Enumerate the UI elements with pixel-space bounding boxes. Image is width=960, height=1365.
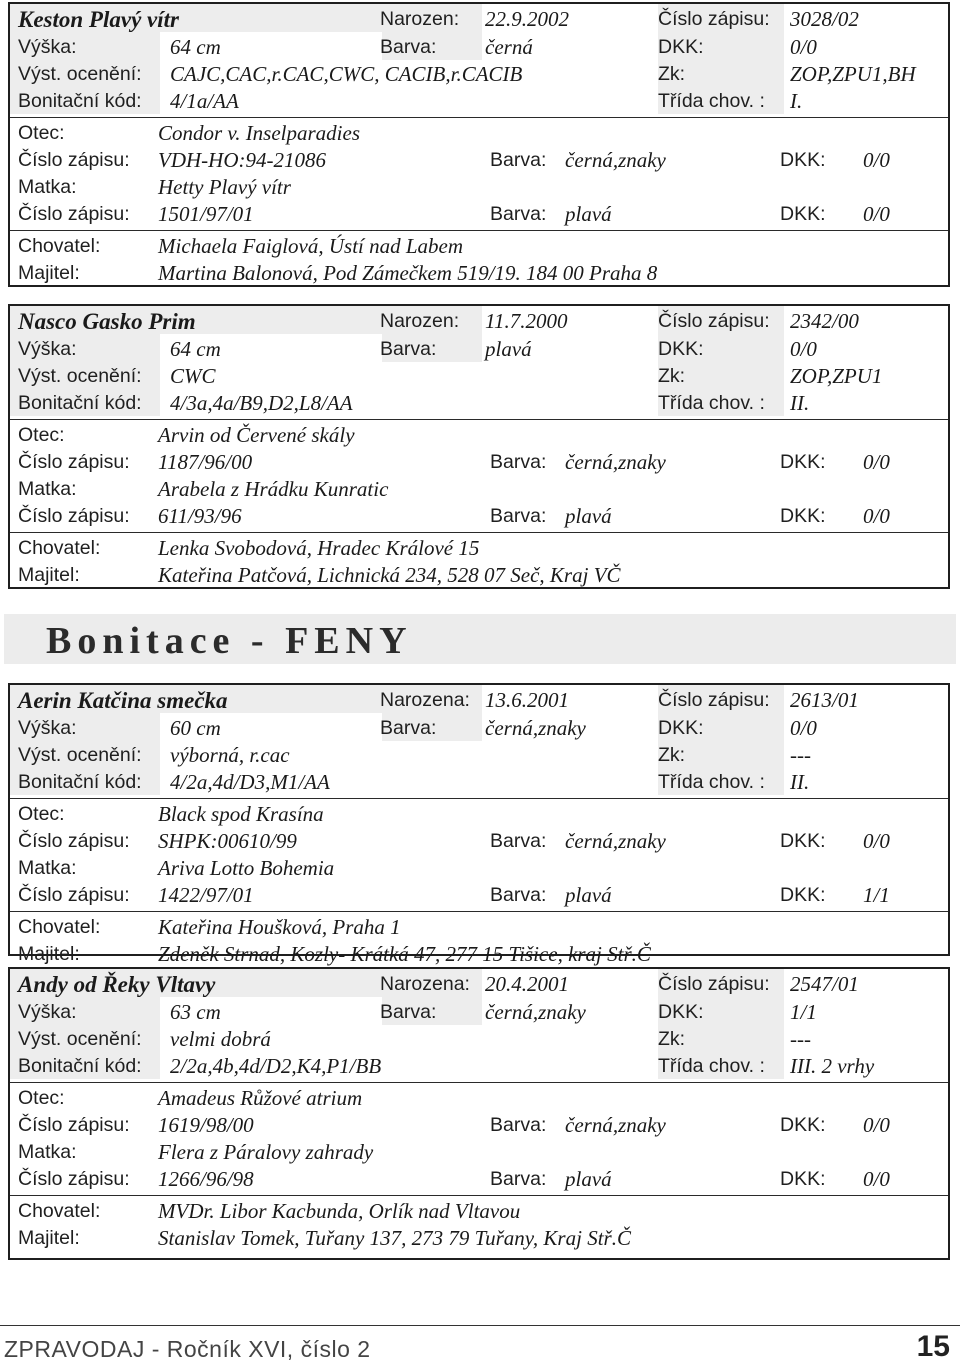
- mother-reg-label: Číslo zápisu:: [18, 203, 130, 225]
- father-reg: VDH-HO:94-21086: [158, 148, 326, 172]
- father-label: Otec:: [18, 1087, 65, 1109]
- reg-number: 2613/01: [790, 688, 859, 712]
- class-value: II.: [790, 391, 810, 415]
- dkk-value: 0/0: [790, 35, 817, 59]
- owner-value: Martina Balonová, Pod Zámečkem 519/19. 184 00 Praha 8: [158, 261, 658, 285]
- owner-label: Majitel:: [18, 262, 80, 284]
- awards-value: CAJC,CAC,r.CAC,CWC, CACIB,r.CACIB: [170, 62, 523, 86]
- divider: [10, 1082, 948, 1083]
- owner-label: Majitel:: [18, 1227, 80, 1249]
- dog-name: Nasco Gasko Prim: [18, 309, 196, 334]
- zk-label: Zk:: [658, 365, 686, 387]
- divider: [10, 230, 948, 231]
- father-label: Otec:: [18, 424, 65, 446]
- color-label: Barva:: [380, 1001, 437, 1023]
- section-title: Bonitace - FENY: [46, 620, 413, 662]
- dkk-value: 1/1: [790, 1000, 817, 1024]
- reg-label: Číslo zápisu:: [658, 8, 770, 30]
- mother-color-label: Barva:: [490, 203, 547, 225]
- code-label: Bonitační kód:: [18, 1055, 142, 1077]
- father-color: černá,znaky: [565, 450, 666, 474]
- mother-dkk: 0/0: [863, 202, 890, 226]
- class-label: Třída chov. :: [658, 771, 765, 793]
- reg-label: Číslo zápisu:: [658, 310, 770, 332]
- height-label: Výška:: [18, 717, 77, 739]
- dkk-value: 0/0: [790, 716, 817, 740]
- color-label: Barva:: [380, 717, 437, 739]
- father-dkk-label: DKK:: [780, 830, 826, 852]
- zk-value: ---: [790, 743, 811, 767]
- mother-reg: 1422/97/01: [158, 883, 254, 907]
- father-reg: 1187/96/00: [158, 450, 253, 474]
- color-value: černá: [485, 35, 533, 59]
- awards-label: Výst. ocenění:: [18, 1028, 142, 1050]
- mother-dkk: 0/0: [863, 1167, 890, 1191]
- mother-name: Ariva Lotto Bohemia: [158, 856, 335, 880]
- father-dkk-label: DKK:: [780, 149, 826, 171]
- father-reg: SHPK:00610/99: [158, 829, 297, 853]
- color-label: Barva:: [380, 338, 437, 360]
- father-color: černá,znaky: [565, 829, 666, 853]
- dkk-label: DKK:: [658, 36, 704, 58]
- zk-value: ZOP,ZPU1: [790, 364, 883, 388]
- mother-reg: 1501/97/01: [158, 202, 254, 226]
- code-value: 4/1a/AA: [170, 89, 239, 113]
- awards-label: Výst. ocenění:: [18, 744, 142, 766]
- father-name: Arvin od Červené skály: [158, 423, 355, 447]
- zk-label: Zk:: [658, 1028, 686, 1050]
- mother-color: plavá: [565, 504, 612, 528]
- mother-label: Matka:: [18, 176, 77, 198]
- dog-card: [8, 967, 950, 1260]
- footer-divider: [0, 1325, 960, 1326]
- height-value: 63 cm: [170, 1000, 221, 1024]
- mother-reg: 1266/96/98: [158, 1167, 254, 1191]
- father-reg-label: Číslo zápisu:: [18, 1114, 130, 1136]
- class-value: III. 2 vrhy: [790, 1054, 875, 1078]
- divider: [10, 1195, 948, 1196]
- code-value: 4/3a,4a/B9,D2,L8/AA: [170, 391, 353, 415]
- code-label: Bonitační kód:: [18, 90, 142, 112]
- father-dkk: 0/0: [863, 148, 890, 172]
- code-value: 4/2a,4d/D3,M1/AA: [170, 770, 330, 794]
- mother-reg-label: Číslo zápisu:: [18, 884, 130, 906]
- born-date: 20.4.2001: [485, 972, 569, 996]
- zk-label: Zk:: [658, 63, 686, 85]
- owner-label: Majitel:: [18, 943, 80, 965]
- height-label: Výška:: [18, 338, 77, 360]
- father-reg-label: Číslo zápisu:: [18, 830, 130, 852]
- father-name: Amadeus Růžové atrium: [158, 1086, 363, 1110]
- color-label: Barva:: [380, 36, 437, 58]
- breeder-label: Chovatel:: [18, 1200, 101, 1222]
- mother-reg: 611/93/96: [158, 504, 242, 528]
- father-dkk: 0/0: [863, 1113, 890, 1137]
- dog-card: [8, 683, 950, 966]
- mother-color: plavá: [565, 202, 612, 226]
- father-color-label: Barva:: [490, 1114, 547, 1136]
- mother-color-label: Barva:: [490, 505, 547, 527]
- mother-label: Matka:: [18, 1141, 77, 1163]
- dog-name: Aerin Katčina smečka: [18, 688, 228, 713]
- page-number: 15: [916, 1330, 950, 1363]
- divider: [10, 419, 948, 420]
- breeder-value: Lenka Svobodová, Hradec Králové 15: [158, 536, 480, 560]
- divider: [10, 798, 948, 799]
- mother-color-label: Barva:: [490, 1168, 547, 1190]
- mother-label: Matka:: [18, 857, 77, 879]
- father-name: Black spod Krasína: [158, 802, 324, 826]
- dkk-label: DKK:: [658, 1001, 704, 1023]
- zk-value: ---: [790, 1027, 811, 1051]
- reg-label: Číslo zápisu:: [658, 973, 770, 995]
- owner-value: Zdeněk Strnad, Kozly- Krátká 47, 277 15 Tišice, kraj Stř.Č: [158, 942, 651, 966]
- height-value: 60 cm: [170, 716, 221, 740]
- born-label: Narozen:: [380, 8, 460, 30]
- dog-name: Andy od Řeky Vltavy: [18, 972, 216, 997]
- class-label: Třída chov. :: [658, 90, 765, 112]
- mother-color: plavá: [565, 883, 612, 907]
- awards-value: výborná, r.cac: [170, 743, 290, 767]
- divider: [10, 117, 948, 118]
- born-label: Narozen:: [380, 310, 460, 332]
- born-label: Narozena:: [380, 973, 470, 995]
- height-label: Výška:: [18, 36, 77, 58]
- dog-card: [8, 304, 950, 589]
- dkk-label: DKK:: [658, 338, 704, 360]
- mother-dkk: 0/0: [863, 504, 890, 528]
- born-date: 22.9.2002: [485, 7, 569, 31]
- height-value: 64 cm: [170, 35, 221, 59]
- father-color-label: Barva:: [490, 830, 547, 852]
- mother-reg-label: Číslo zápisu:: [18, 1168, 130, 1190]
- breeder-label: Chovatel:: [18, 537, 101, 559]
- father-color-label: Barva:: [490, 451, 547, 473]
- dkk-label: DKK:: [658, 717, 704, 739]
- mother-name: Hetty Plavý vítr: [158, 175, 291, 199]
- reg-number: 2547/01: [790, 972, 859, 996]
- awards-value: velmi dobrá: [170, 1027, 271, 1051]
- father-name: Condor v. Inselparadies: [158, 121, 361, 145]
- born-date: 11.7.2000: [485, 309, 568, 333]
- awards-label: Výst. ocenění:: [18, 365, 142, 387]
- mother-name: Arabela z Hrádku Kunratic: [158, 477, 389, 501]
- owner-label: Majitel:: [18, 564, 80, 586]
- father-reg: 1619/98/00: [158, 1113, 254, 1137]
- zk-value: ZOP,ZPU1,BH: [790, 62, 916, 86]
- code-label: Bonitační kód:: [18, 771, 142, 793]
- mother-dkk-label: DKK:: [780, 1168, 826, 1190]
- born-date: 13.6.2001: [485, 688, 569, 712]
- dkk-value: 0/0: [790, 337, 817, 361]
- color-value: plavá: [485, 337, 532, 361]
- mother-label: Matka:: [18, 478, 77, 500]
- mother-dkk-label: DKK:: [780, 203, 826, 225]
- height-label: Výška:: [18, 1001, 77, 1023]
- mother-dkk-label: DKK:: [780, 884, 826, 906]
- father-reg-label: Číslo zápisu:: [18, 451, 130, 473]
- father-reg-label: Číslo zápisu:: [18, 149, 130, 171]
- owner-value: Kateřina Patčová, Lichnická 234, 528 07 Seč, Kraj VČ: [158, 563, 621, 587]
- zk-label: Zk:: [658, 744, 686, 766]
- class-label: Třída chov. :: [658, 1055, 765, 1077]
- father-color-label: Barva:: [490, 149, 547, 171]
- height-value: 64 cm: [170, 337, 221, 361]
- mother-dkk-label: DKK:: [780, 505, 826, 527]
- owner-value: Stanislav Tomek, Tuřany 137, 273 79 Tuřany, Kraj Stř.Č: [158, 1226, 631, 1250]
- footer-title: ZPRAVODAJ - Ročník XVI, číslo 2: [4, 1336, 371, 1362]
- reg-label: Číslo zápisu:: [658, 689, 770, 711]
- dog-name: Keston Plavý vítr: [18, 7, 179, 32]
- reg-number: 3028/02: [790, 7, 859, 31]
- code-label: Bonitační kód:: [18, 392, 142, 414]
- born-label: Narozena:: [380, 689, 470, 711]
- father-dkk-label: DKK:: [780, 1114, 826, 1136]
- breeder-value: MVDr. Libor Kacbunda, Orlík nad Vltavou: [158, 1199, 521, 1223]
- father-color: černá,znaky: [565, 1113, 666, 1137]
- father-dkk: 0/0: [863, 829, 890, 853]
- dog-card: [8, 2, 950, 287]
- class-value: II.: [790, 770, 810, 794]
- color-value: černá,znaky: [485, 716, 586, 740]
- breeder-value: Michaela Faiglová, Ústí nad Labem: [158, 234, 464, 258]
- breeder-label: Chovatel:: [18, 235, 101, 257]
- reg-number: 2342/00: [790, 309, 859, 333]
- awards-value: CWC: [170, 364, 216, 388]
- father-dkk-label: DKK:: [780, 451, 826, 473]
- awards-label: Výst. ocenění:: [18, 63, 142, 85]
- father-dkk: 0/0: [863, 450, 890, 474]
- code-value: 2/2a,4b,4d/D2,K4,P1/BB: [170, 1054, 382, 1078]
- divider: [10, 911, 948, 912]
- father-color: černá,znaky: [565, 148, 666, 172]
- breeder-value: Kateřina Houšková, Praha 1: [158, 915, 401, 939]
- class-value: I.: [790, 89, 803, 113]
- divider: [10, 532, 948, 533]
- class-label: Třída chov. :: [658, 392, 765, 414]
- mother-dkk: 1/1: [863, 883, 890, 907]
- father-label: Otec:: [18, 803, 65, 825]
- mother-reg-label: Číslo zápisu:: [18, 505, 130, 527]
- breeder-label: Chovatel:: [18, 916, 101, 938]
- mother-color: plavá: [565, 1167, 612, 1191]
- mother-color-label: Barva:: [490, 884, 547, 906]
- father-label: Otec:: [18, 122, 65, 144]
- mother-name: Flera z Páralovy zahrady: [158, 1140, 374, 1164]
- color-value: černá,znaky: [485, 1000, 586, 1024]
